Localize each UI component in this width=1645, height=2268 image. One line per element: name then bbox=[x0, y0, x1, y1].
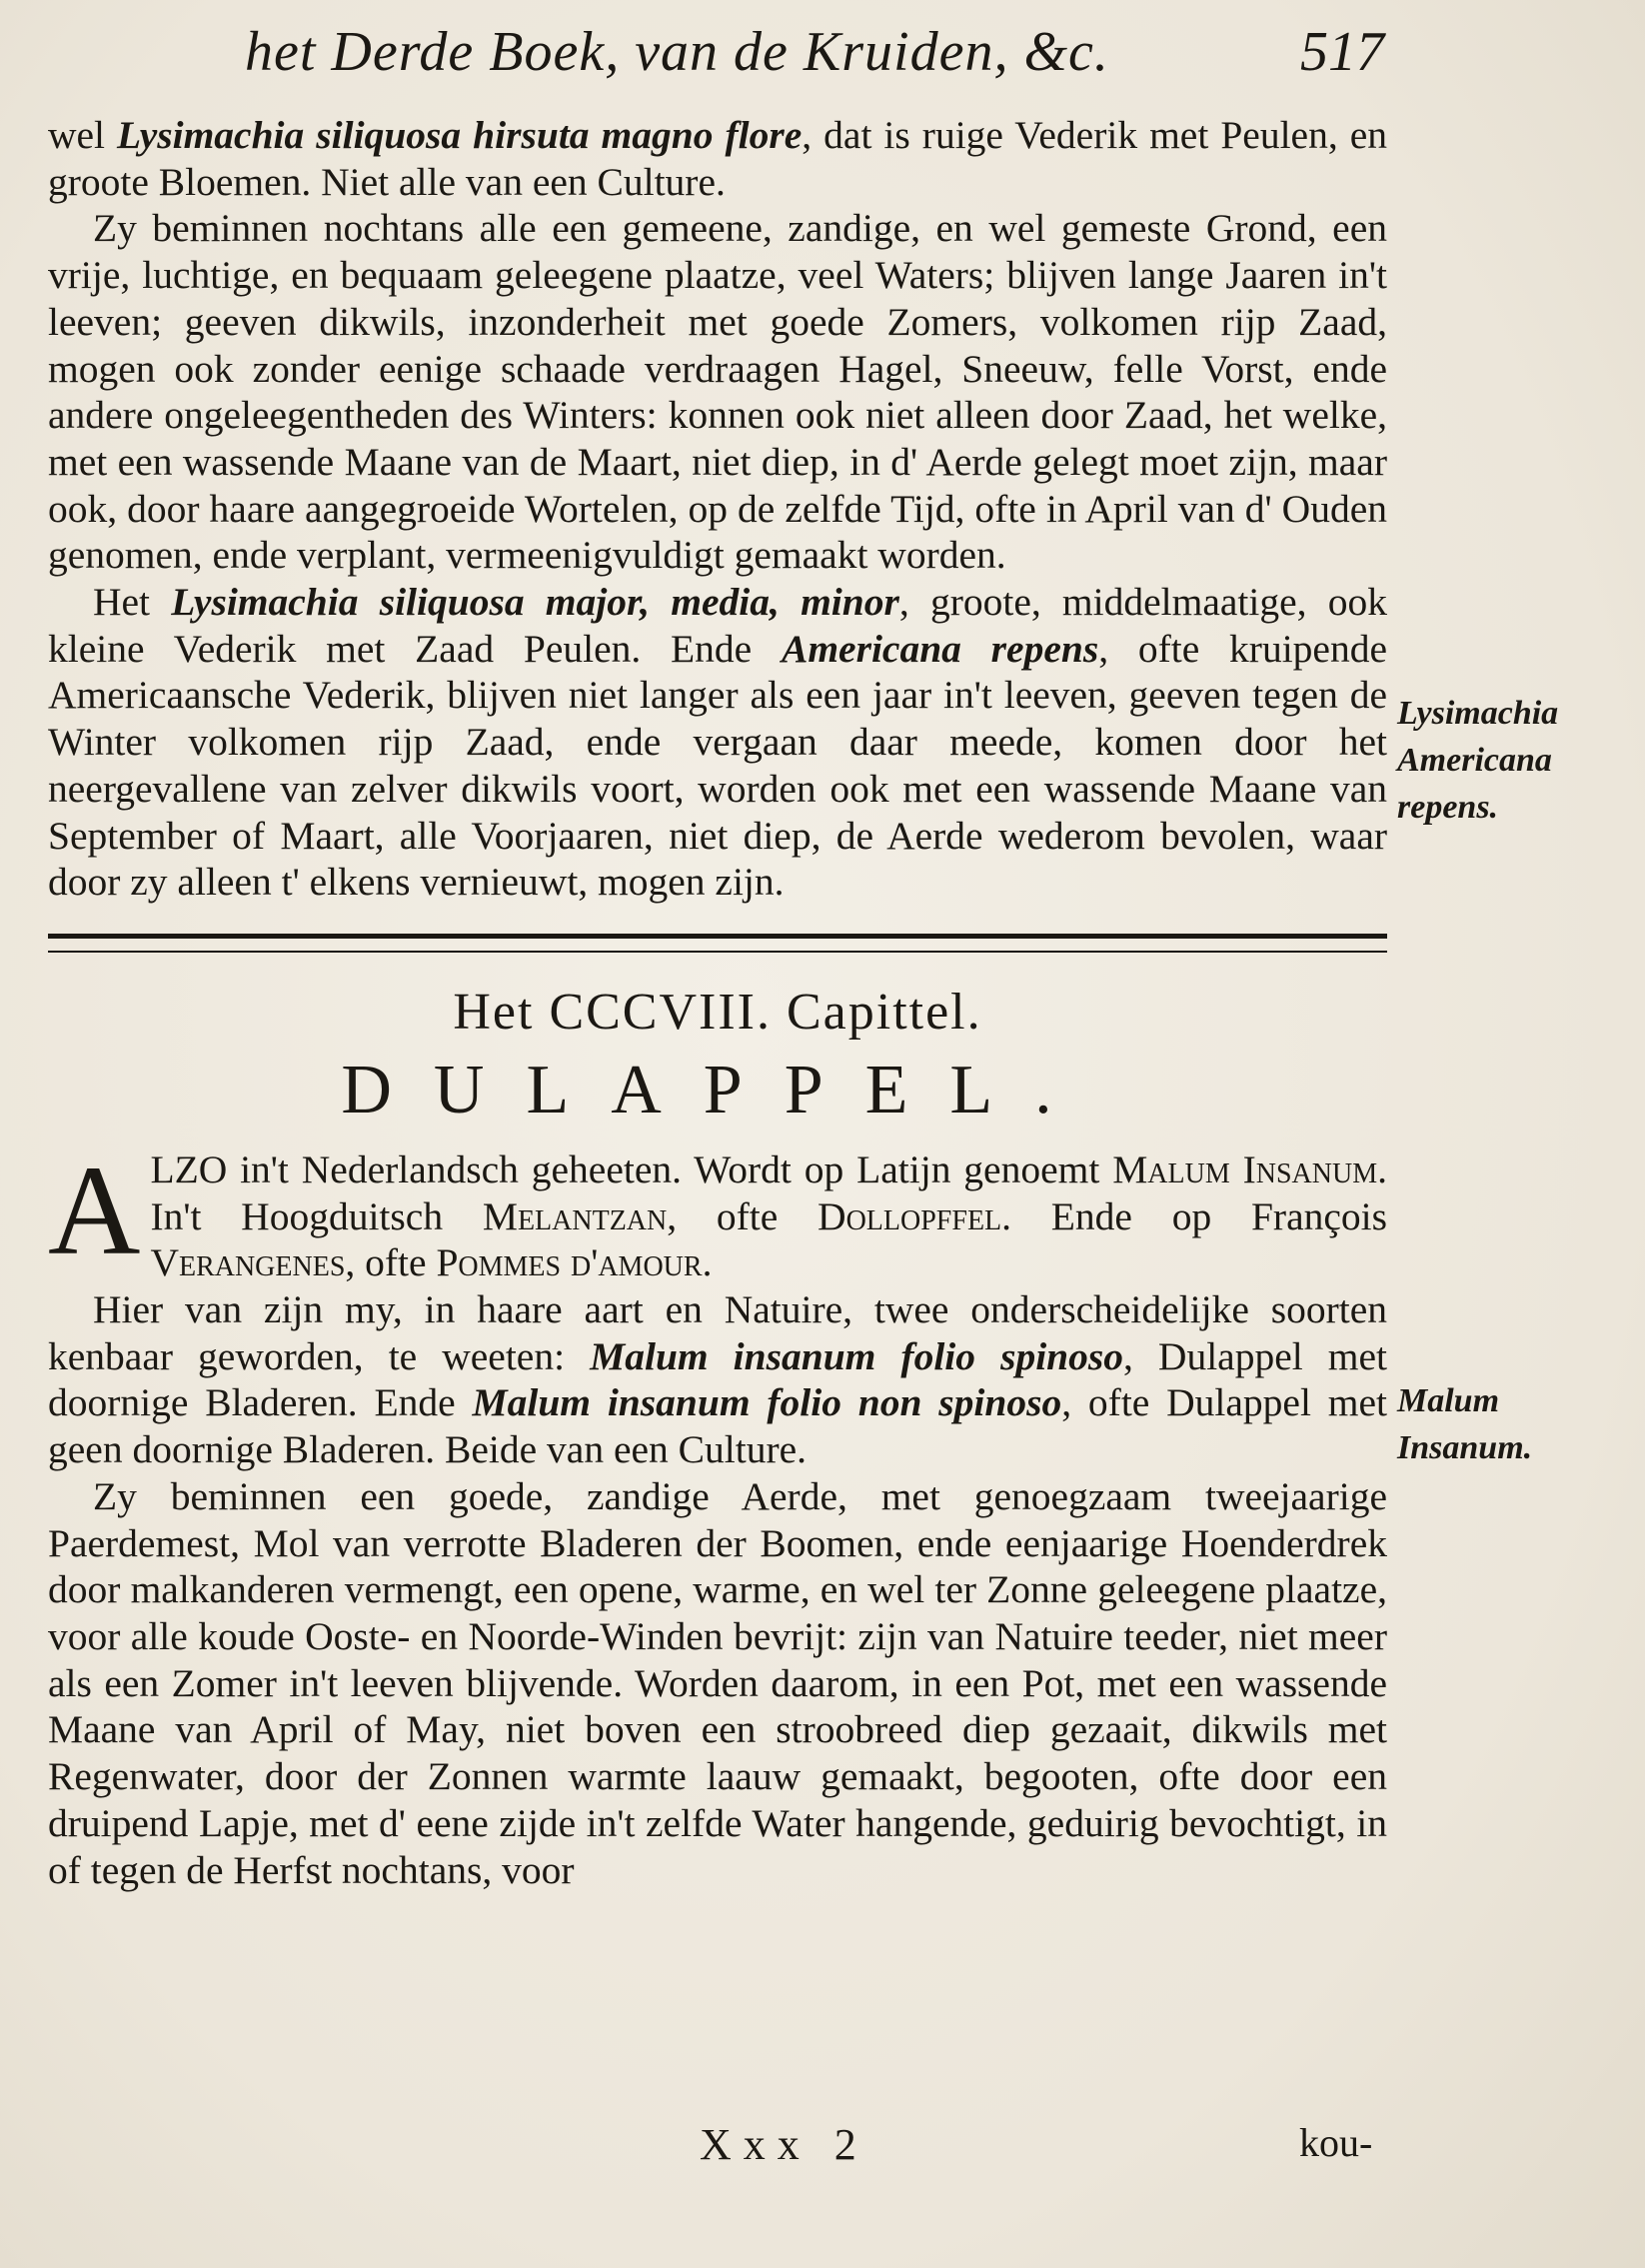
latin-term: Malum insanum folio non spinoso bbox=[472, 1380, 1062, 1425]
text-run: Hier van zijn my, in haare aart en Natuire, twee onderscheidelijke soorten kenbaar geworden, te weeten: bbox=[48, 1287, 1387, 1378]
paragraph-3 bbox=[48, 579, 1387, 906]
page-footer bbox=[0, 2119, 1645, 2179]
text-run: . bbox=[702, 1240, 713, 1285]
page-header bbox=[245, 20, 1384, 90]
latin-term: Malum insanum folio spinoso bbox=[590, 1333, 1124, 1378]
text-run: , Dulappel met doornige Bladeren. Ende bbox=[48, 1333, 1387, 1425]
main-text-block bbox=[48, 112, 1387, 1893]
text-run: LZO in't Nederlandsch geheeten. Wordt op Latijn genoemt bbox=[150, 1146, 1113, 1191]
chapter-title: Het CCCVIII. Capittel. bbox=[453, 983, 982, 1041]
latin-term: Lysimachia siliquosa hirsuta magno flore bbox=[117, 113, 803, 157]
text-run: . In't Hoogduitsch bbox=[150, 1146, 1387, 1238]
text-run: , groote, middelmaatige, ook kleine Vederik met Zaad Peulen. Ende bbox=[48, 580, 1387, 671]
paragraph-2: Zy beminnen nochtans alle een gemeene, zandige, en wel gemeste Grond, een vrije, luchtige, en bequaam geleegene plaatze, veel Waters; blijven lange Jaaren in't leeven; geeven dikwils, inzonderheit met goede Zomers, volkomen rijp Zaad, mogen ook zonder eenige schaade verdraagen Hagel, Sneeuw, felle Vorst, ende andere ongeleegentheden des Winters: konnen ook niet alleen door Zaad, het welke, met een wassende Maane van de Maart, niet diep, in d' Aerde gelegt moet zijn, maar ook, door haare aangegroeide Wortelen, op de zelfde Tijd, ofte in April van d' Ouden genomen, ende verplant, vermeenigvuldigt gemaakt worden. bbox=[48, 206, 1387, 578]
text-run: Het bbox=[93, 580, 172, 625]
small-caps-term: Malum Insanum bbox=[1112, 1146, 1378, 1191]
text-run: . Ende op François bbox=[1001, 1193, 1387, 1238]
small-caps-term: Pommes d'amour bbox=[436, 1240, 703, 1285]
text-run: , ofte kruipende Americaansche Vederik, blijven niet langer als een jaar in't leeven, geeven tegen de Winter volkomen rijp Zaad, ende vergaan daar meede, komen door het neergevallene van zelver dikwils voort, worden ook met een wassende Maane van September of Maart, alle Voorjaaren, niet diep, de Aerde wederom bevolen, waar door zy alleen t' elkens vernieuwt, mogen zijn. bbox=[48, 626, 1387, 905]
page-number: 517 bbox=[1300, 21, 1384, 83]
paragraph-6: Zy beminnen een goede, zandige Aerde, met genoegzaam tweejaarige Paerdemest, Mol van verrotte Bladeren der Boomen, ende eenjaarige Hoenderdrek door malkanderen vermengt, een opene, warme, en wel ter Zonne geleegene plaatze, voor alle koude Ooste- en Noorde-Winden bevrijt: zijn van Natuire teeder, niet meer als een Zomer in't leeven blijvende. Worden daarom, in een Pot, met een wassende Maane van April of May, niet boven een stroobreed diep gezaait, dikwils met Regenwater, door der Zonnen warmte laauw gemaakt, begooten, ofte door een druipend Lapje, met d' eene zijde in't zelfde Water hangende, geduirig bevochtigt, in of tegen de Herfst nochtans, voor bbox=[48, 1473, 1387, 1892]
section-rule bbox=[48, 934, 1387, 953]
text-run: , dat is ruige Vederik met Peulen, en groote Bloemen. Niet alle van een Culture. bbox=[48, 113, 1387, 204]
text-run: , ofte bbox=[345, 1240, 437, 1285]
small-caps-term: Verangenes bbox=[150, 1240, 346, 1285]
chapter-name: DULAPPEL. bbox=[341, 1051, 1094, 1129]
signature-mark: Xxx 2 bbox=[700, 2120, 868, 2169]
catchword: kou- bbox=[1299, 2120, 1373, 2165]
paragraph-4 bbox=[48, 1138, 1387, 1286]
margin-note-lysimachia: Lysimachia Americana repens. bbox=[1397, 695, 1559, 826]
paragraph-5 bbox=[48, 1286, 1387, 1473]
latin-term: Americana repens bbox=[781, 626, 1099, 671]
running-title: het Derde Boek, van de Kruiden, &c. bbox=[245, 21, 1109, 83]
text-run: wel bbox=[48, 113, 118, 157]
drop-cap: A bbox=[48, 1138, 141, 1281]
small-caps-term: Melantzan bbox=[482, 1193, 668, 1238]
text-run: , ofte Dulappel met geen doornige Bladeren. Beide van een Culture. bbox=[48, 1380, 1387, 1472]
paragraph-1 bbox=[48, 112, 1387, 205]
text-run: , ofte bbox=[667, 1193, 819, 1238]
margin-note-malum: Malum Insanum. bbox=[1397, 1382, 1533, 1466]
latin-term: Lysimachia siliquosa major, media, minor bbox=[171, 580, 899, 625]
small-caps-term: Dollopffel bbox=[818, 1193, 1002, 1238]
